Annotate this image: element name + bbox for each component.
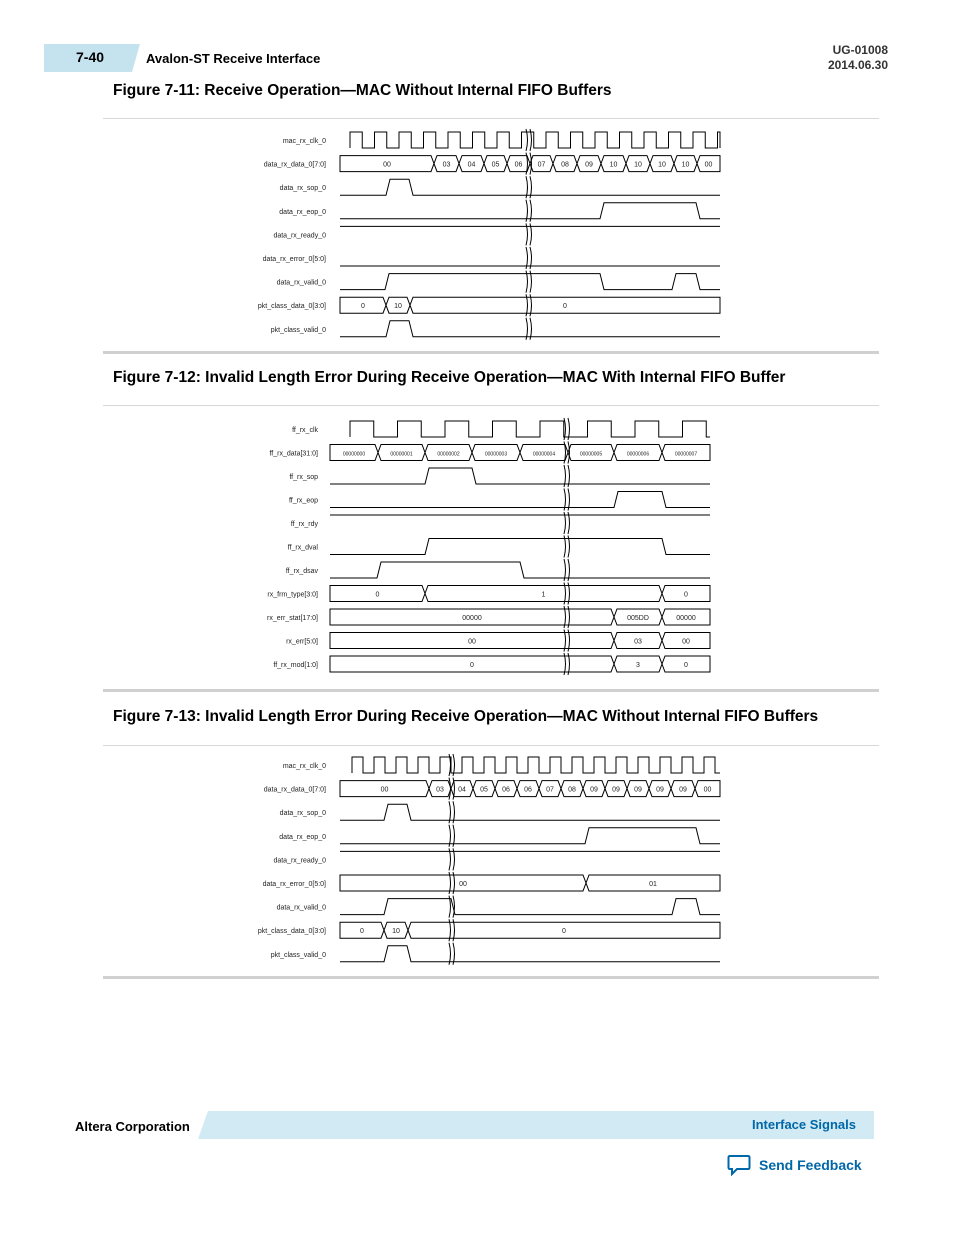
signal-label: pkt_class_data_0[3:0] <box>257 928 326 936</box>
bus-value-label: 00000001 <box>390 451 413 458</box>
bus-value-label: 0 <box>470 662 474 669</box>
timing-diagram-7-11 <box>0 120 954 350</box>
bus-value-label: 05 <box>491 161 500 169</box>
bus-value-label: 09 <box>585 161 593 169</box>
signal-label: mac_rx_clk_0 <box>282 763 326 770</box>
time-break-mark <box>449 778 451 800</box>
bus-value-label: 00000000 <box>342 451 366 458</box>
signal-waveform <box>340 804 720 820</box>
bus-value-label: 1 <box>541 591 546 599</box>
bus-value-label: 07 <box>546 786 554 794</box>
bus-value-label: 10 <box>394 303 402 311</box>
timing-diagram-7-13 <box>0 747 954 975</box>
bus-value-label: 005DD <box>627 615 649 622</box>
signal-label: rx_err_stat[17:0] <box>267 615 318 622</box>
bus-value-label: 09 <box>656 786 664 794</box>
signal-label: data_rx_ready_0 <box>273 232 326 240</box>
bus-value-label: 10 <box>681 161 690 169</box>
signal-waveform <box>340 274 720 290</box>
signal-waveform <box>340 179 720 195</box>
signal-waveform <box>340 203 720 219</box>
signal-label: ff_rx_dsav <box>285 568 318 575</box>
signal-label: ff_rx_data[31:0] <box>269 450 318 458</box>
clock-waveform <box>350 132 720 148</box>
bus-value-label: 10 <box>634 161 642 169</box>
signal-waveform <box>340 828 720 844</box>
bus-value-label: 09 <box>634 786 642 794</box>
signal-label: data_rx_sop_0 <box>279 810 326 818</box>
signal-label: data_rx_valid_0 <box>276 279 326 287</box>
bus-value-label: 00 <box>704 161 713 169</box>
signal-waveform <box>340 899 720 915</box>
bus-value-label: 0 <box>563 303 567 311</box>
bus-value-label: 0 <box>684 662 688 669</box>
clock-waveform <box>350 421 710 437</box>
bus-value-label: 10 <box>609 161 618 169</box>
signal-label: pkt_class_data_0[3:0] <box>257 303 326 311</box>
bus-value-label: 04 <box>467 161 476 169</box>
signal-label: data_rx_error_0[5:0] <box>262 256 326 263</box>
bus-value-label: 03 <box>634 638 642 646</box>
bus-value-label: 09 <box>612 786 620 794</box>
bus-value-label: 00000007 <box>674 451 698 458</box>
signal-label: data_rx_eop_0 <box>279 208 326 216</box>
section-title: Avalon-ST Receive Interface <box>146 51 321 66</box>
bus-value-label: 09 <box>590 786 598 794</box>
timing-diagram-7-12 <box>0 407 954 687</box>
bus-value-label: 10 <box>392 928 400 936</box>
figure-title-7-12: Figure 7-12: Invalid Length Error During Receive Operation—MAC With Internal FIFO Buffer <box>113 369 786 386</box>
send-feedback-label: Send Feedback <box>759 1157 862 1173</box>
signal-waveform <box>330 562 710 578</box>
bus-value-label: 10 <box>658 161 666 169</box>
bus-value-label: 00 <box>383 161 391 169</box>
bus-value-label: 00000003 <box>484 451 508 458</box>
bus-value-label: 08 <box>561 161 569 169</box>
signal-label: data_rx_eop_0 <box>279 833 326 841</box>
figure-bottom-rule <box>103 689 879 692</box>
bus-value-label: 09 <box>679 786 687 794</box>
signal-label: ff_rx_dval <box>287 544 318 552</box>
signal-label: data_rx_data_0[7:0] <box>263 161 326 169</box>
bus-value-label: 04 <box>458 786 466 794</box>
figure-top-rule <box>103 745 879 746</box>
signal-label: pkt_class_valid_0 <box>270 951 326 959</box>
bus-value-label: 3 <box>636 662 640 669</box>
page-number-tab-tail <box>132 44 140 72</box>
signal-waveform <box>330 492 710 508</box>
speech-bubble-icon <box>727 1154 751 1176</box>
bus-value-label: 03 <box>442 161 451 169</box>
bus-value-label: 0 <box>360 928 364 936</box>
signal-waveform <box>330 539 710 555</box>
send-feedback-link[interactable] <box>727 1154 862 1176</box>
figure-title-7-13: Figure 7-13: Invalid Length Error During Receive Operation—MAC Without Internal FIFO Buffers <box>113 708 819 725</box>
signal-label: data_rx_valid_0 <box>276 904 326 912</box>
figure-top-rule <box>103 118 879 119</box>
signal-label: ff_rx_mod[1:0] <box>273 662 318 669</box>
bus-value-label: 07 <box>537 161 546 169</box>
bus-value-label: 00000 <box>676 615 696 622</box>
signal-label: pkt_class_valid_0 <box>270 326 326 334</box>
bus-value-label: 00 <box>703 786 712 794</box>
bus-value-label: 00000005 <box>579 451 603 458</box>
chapter-link[interactable]: Interface Signals <box>751 1117 856 1132</box>
signal-label: data_rx_sop_0 <box>279 185 326 193</box>
figure-bottom-rule <box>103 351 879 354</box>
page-number: 7-40 <box>76 49 105 65</box>
document-id <box>828 43 888 73</box>
signal-label: ff_rx_eop <box>288 497 318 505</box>
bus-value-label: 06 <box>514 161 523 169</box>
signal-label: ff_rx_clk <box>292 427 318 434</box>
signal-label: data_rx_data_0[7:0] <box>263 786 326 794</box>
bus-value-label: 00 <box>682 638 690 646</box>
signal-label: ff_rx_sop <box>289 474 318 481</box>
bus-value-label: 00000 <box>462 615 482 622</box>
bus-value-label: 0 <box>361 303 365 311</box>
signal-label: mac_rx_clk_0 <box>282 138 326 145</box>
signal-label: rx_err[5:0] <box>286 638 318 646</box>
bus-value-label: 03 <box>436 786 444 794</box>
signal-waveform <box>340 946 720 962</box>
signal-waveform <box>340 321 720 337</box>
figure-title-7-11: Figure 7-11: Receive Operation—MAC Without Internal FIFO Buffers <box>113 82 612 99</box>
bus-value-label: 00 <box>380 786 389 794</box>
bus-value-label: 0 <box>684 591 688 599</box>
bus-value-label: 05 <box>480 786 488 794</box>
figure-top-rule <box>103 405 879 406</box>
clock-waveform <box>352 757 720 773</box>
bus-value-label: 00 <box>468 638 476 646</box>
bus-value-label: 0 <box>562 928 566 936</box>
company-name: Altera Corporation <box>75 1119 190 1134</box>
bus-value-label: 00000006 <box>626 451 650 458</box>
bus-value-label: 0 <box>375 591 380 599</box>
signal-waveform <box>330 468 710 484</box>
doc-id-number: UG-01008 <box>832 43 888 57</box>
signal-label: data_rx_error_0[5:0] <box>262 881 326 888</box>
bus-value-label: 01 <box>649 881 657 888</box>
doc-date: 2014.06.30 <box>827 58 888 72</box>
signal-label: rx_frm_type[3:0] <box>267 591 318 599</box>
bus-value-label: 00000004 <box>532 451 556 458</box>
bus-value-label: 00 <box>459 881 467 888</box>
footer-band-notch <box>198 1111 208 1139</box>
bus-value-label: 06 <box>502 786 510 794</box>
bus-value-label: 08 <box>568 786 576 794</box>
signal-label: data_rx_ready_0 <box>273 857 326 865</box>
bus-value-label: 00000002 <box>437 451 460 458</box>
figure-bottom-rule <box>103 976 879 979</box>
signal-label: ff_rx_rdy <box>290 521 318 528</box>
bus-value-label: 06 <box>524 786 532 794</box>
